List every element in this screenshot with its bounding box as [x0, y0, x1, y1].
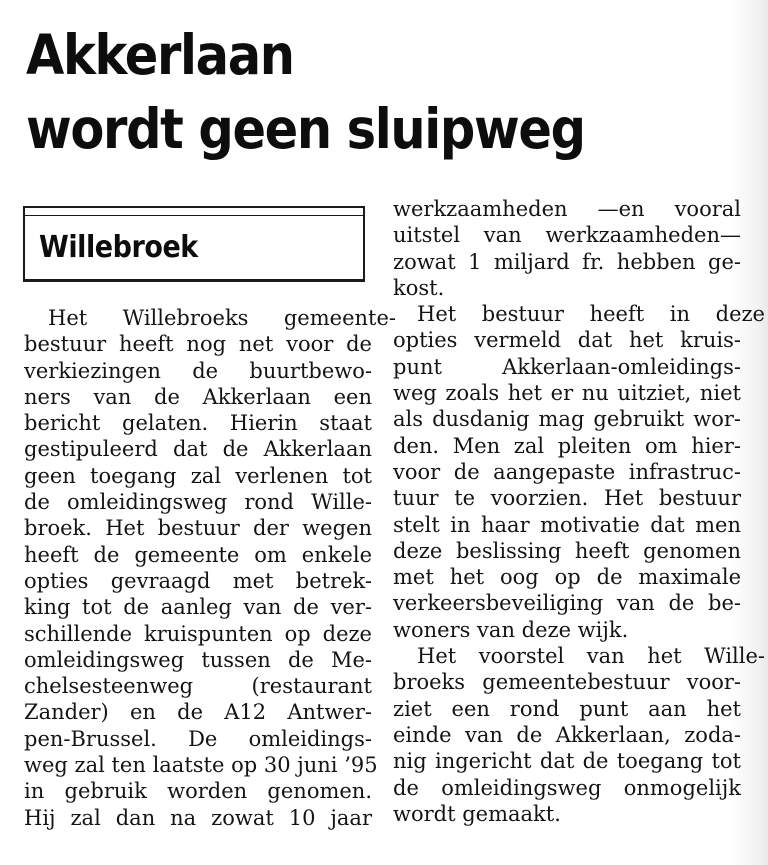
text-line: bestuur heeft nog net voor de — [24, 332, 372, 357]
text-line: tuur te voorzien. Het bestuur — [393, 486, 741, 511]
text-line: schillende kruispunten op deze — [24, 621, 372, 646]
text-line: omleidingsweg tussen de Me- — [24, 647, 372, 672]
text-line: uitstel van werkzaamheden— — [393, 223, 741, 248]
text-line: als dusdanig mag gebruikt wor- — [393, 407, 741, 432]
text-line: ners van de Akkerlaan een — [24, 384, 372, 409]
text-line: zowat 1 miljard fr. hebben ge- — [393, 249, 741, 274]
article-column-right — [393, 196, 765, 827]
text-line: kost. — [393, 275, 445, 300]
article-column-left — [24, 305, 396, 831]
text-line: opties vermeld dat het kruis- — [393, 328, 741, 353]
text-line: bericht gelaten. Hierin staat — [24, 411, 372, 436]
text-line: in gebruik worden genomen. — [24, 779, 372, 804]
text-line: chelsesteenweg (restaurant — [24, 674, 372, 699]
text-line: Het voorstel van het Wille- — [417, 644, 765, 669]
text-line: Zander) en de A12 Antwer- — [24, 700, 372, 725]
text-line: broeks gemeentebestuur voor- — [393, 670, 741, 695]
text-line: de omleidingsweg rond Wille- — [24, 490, 372, 515]
text-line: opties gevraagd met betrek- — [24, 568, 372, 593]
text-line: nig ingericht dat de toegang tot — [393, 749, 741, 774]
text-line: Het bestuur heeft in deze — [417, 302, 765, 327]
text-line: met het oog op de maximale — [393, 565, 741, 590]
text-line: weg zal ten laatste op 30 juni ’95 — [24, 753, 378, 778]
text-line: Het Willebroeks gemeente- — [48, 306, 396, 330]
text-line: stelt in haar motivatie dat men — [393, 512, 741, 537]
text-line: geen toegang zal verlenen tot — [24, 463, 372, 488]
kicker-box — [23, 206, 365, 282]
kicker-box-rule — [25, 215, 363, 216]
text-line: voor de aangepaste infrastruc- — [393, 459, 741, 484]
text-line: king tot de aanleg van de ver- — [24, 595, 372, 620]
text-line: wordt gemaakt. — [393, 801, 561, 826]
text-line: punt Akkerlaan-omleidings- — [393, 354, 741, 379]
text-line: ziet een rond punt aan het — [393, 696, 741, 721]
headline-line-1: Akkerlaan — [26, 23, 294, 87]
text-line: heeft de gemeente om enkele — [24, 542, 372, 567]
text-line: verkiezingen de buurtbewo- — [24, 358, 372, 383]
text-line: Hij zal dan na zowat 10 jaar — [24, 805, 372, 830]
text-line: einde van de Akkerlaan, zoda- — [393, 722, 741, 747]
text-line: woners van deze wijk. — [393, 617, 629, 642]
text-line: gestipuleerd dat de Akkerlaan — [24, 437, 372, 462]
text-line: broek. Het bestuur der wegen — [24, 516, 372, 541]
text-line: deze beslissing heeft genomen — [393, 538, 741, 563]
left-paragraph — [24, 305, 396, 831]
text-line: verkeersbeveiliging van de be- — [393, 591, 741, 616]
text-line: de omleidingsweg onmogelijk — [393, 775, 741, 800]
right-paragraph-2 — [393, 301, 765, 643]
text-line: werkzaamheden —en vooral — [393, 197, 741, 221]
right-paragraph-3 — [393, 643, 765, 827]
headline-line-2: wordt geen sluipweg — [26, 97, 585, 161]
text-line: pen-Brussel. De omleidings- — [24, 726, 372, 751]
kicker-label: Willebroek — [39, 230, 198, 265]
text-line: weg zoals het er nu uitziet, niet — [393, 381, 741, 406]
article-headline — [26, 18, 585, 166]
right-paragraph-1 — [393, 196, 743, 301]
text-line: den. Men zal pleiten om hier- — [393, 433, 741, 458]
